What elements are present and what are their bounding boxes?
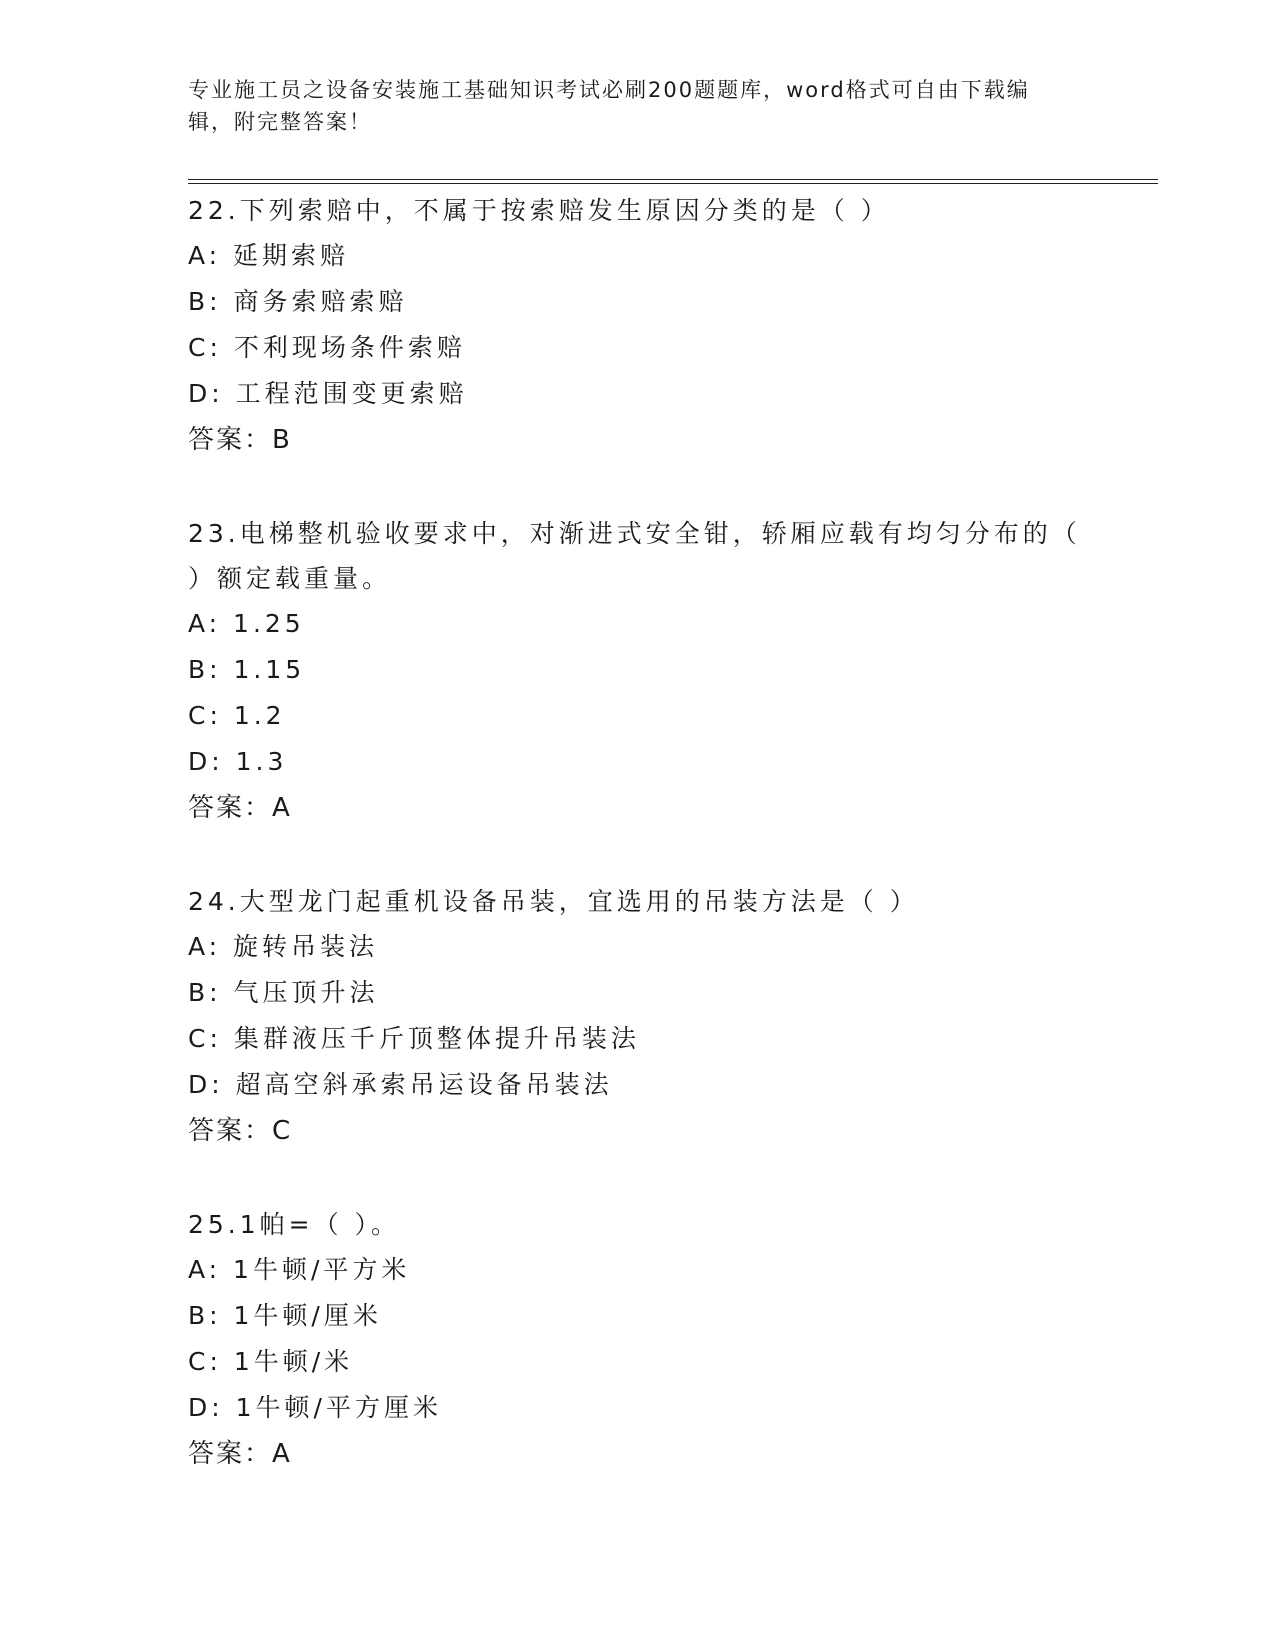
question-stem: 22.下列索赔中，不属于按索赔发生原因分类的是（ ） — [188, 196, 890, 225]
option-d: D: 超高空斜承索吊运设备吊装法 — [188, 1070, 613, 1099]
question-23 — [188, 511, 1088, 831]
option-d: D: 1牛顿/平方厘米 — [188, 1393, 442, 1422]
answer-label: 答案：A — [188, 793, 292, 823]
document-header: 专业施工员之设备安装施工基础知识考试必刷200题题库，word格式可自由下载编辑，附完整答案！ — [188, 78, 1030, 134]
answer-label: 答案：C — [188, 1116, 293, 1146]
header-divider-bottom — [188, 183, 1158, 184]
option-c: C: 1牛顿/米 — [188, 1347, 354, 1376]
option-a: A: 延期索赔 — [188, 241, 350, 270]
question-stem: 23.电梯整机验收要求中，对渐进式安全钳，轿厢应载有均匀分布的（ ）额定载重量。 — [188, 519, 1081, 593]
question-stem: 25.1帕=（ ）。 — [188, 1210, 401, 1239]
question-22 — [188, 188, 1088, 463]
option-a: A: 旋转吊装法 — [188, 932, 379, 961]
header-divider-top — [188, 179, 1158, 180]
option-c: C: 不利现场条件索赔 — [188, 333, 466, 362]
answer-label: 答案：B — [188, 425, 292, 455]
option-a: A: 1.25 — [188, 609, 305, 638]
option-d: D: 工程范围变更索赔 — [188, 379, 468, 408]
option-b: B: 气压顶升法 — [188, 978, 379, 1007]
answer-label: 答案：A — [188, 1439, 292, 1469]
question-24 — [188, 879, 1088, 1154]
option-d: D: 1.3 — [188, 747, 288, 776]
option-b: B: 1牛顿/厘米 — [188, 1301, 382, 1330]
question-stem: 24.大型龙门起重机设备吊装，宜选用的吊装方法是（ ） — [188, 887, 919, 916]
question-25 — [188, 1202, 1088, 1477]
option-b: B: 商务索赔索赔 — [188, 287, 408, 316]
option-c: C: 1.2 — [188, 701, 286, 730]
option-c: C: 集群液压千斤顶整体提升吊装法 — [188, 1024, 640, 1053]
option-b: B: 1.15 — [188, 655, 306, 684]
option-a: A: 1牛顿/平方米 — [188, 1255, 411, 1284]
question-list — [188, 188, 1088, 1525]
